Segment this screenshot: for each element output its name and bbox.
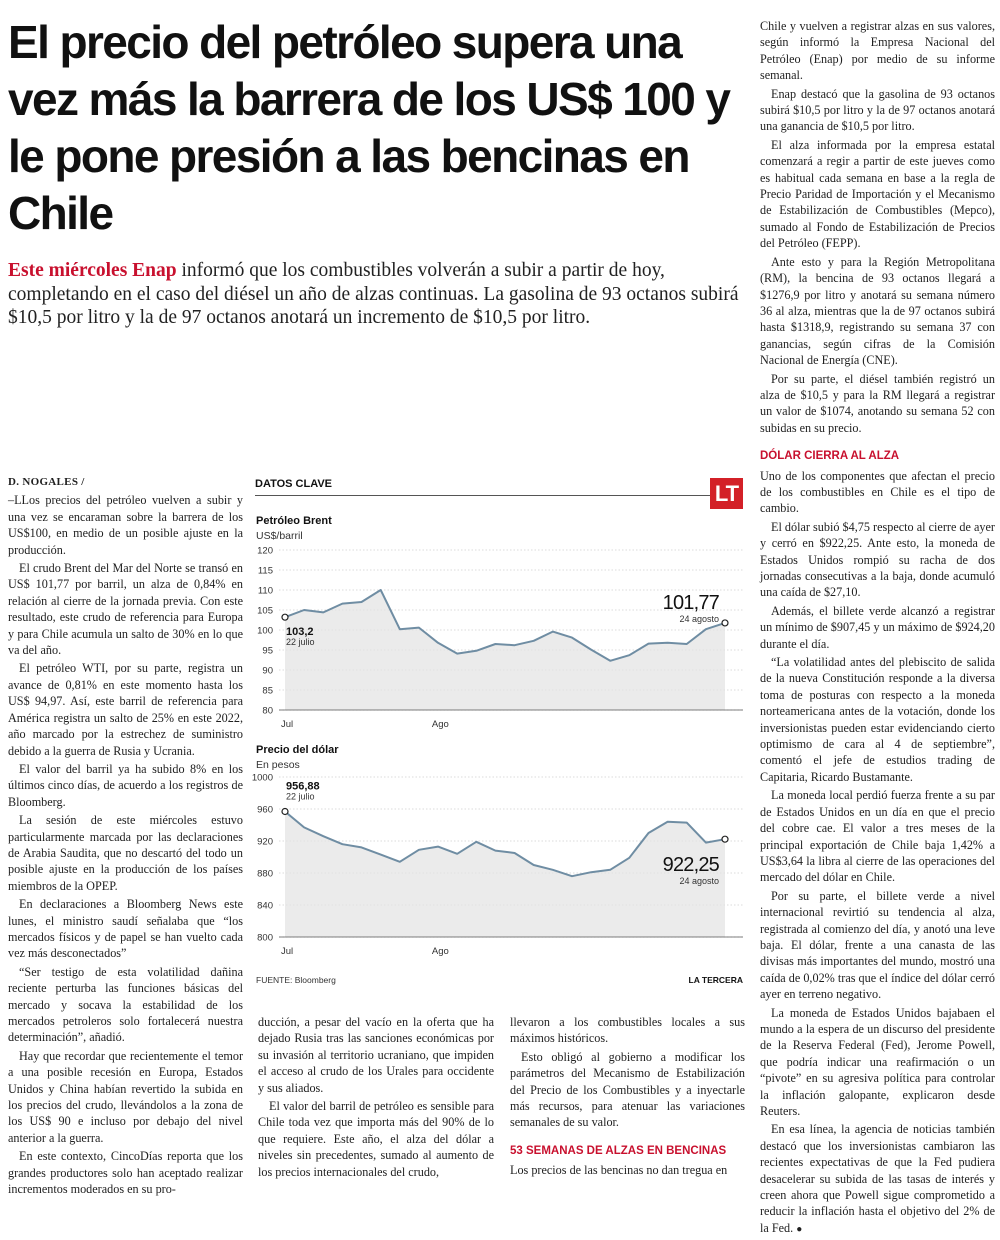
start-date-label: 22 julio xyxy=(286,791,315,802)
end-point xyxy=(722,836,728,842)
start-value-label: 103,2 xyxy=(286,626,314,639)
dollar-chart-title: Precio del dólar xyxy=(256,744,339,756)
y-tick-label: 840 xyxy=(257,900,273,912)
lead-text: informó que los combustibles volverán a subir a partir de hoy, completando en el caso del diésel un año de alzas continuas. La gasolina de 93 octanos subirá $10,5 por litro y la de 97 octanos anotará un incremento de $10,5 por litro. xyxy=(8,260,739,328)
paragraph: “La volatilidad antes del plebiscito de salida de la nueva Constitución responde a la diversa toma de posturas con respecto a la moneda norteamericana antes de la votación, donde los inversionistas pueden estar evidenciando cierto optimismo de cara al 4 de septiembre”, comentó el jefe de estudios trading de Capitaria, Ricardo Bustamante. xyxy=(760,655,995,784)
paragraph: Por su parte, el billete verde a nivel internacional revirtió su tendencia al alza, registrada al comienzo del día, y anotó una leve baja. El dólar, frente a una canasta de las divisas más importantes del mundo, mostró una caída de 0,02% tras que el índice del dólar cerró ayer en terreno negativo. xyxy=(760,888,995,1002)
start-point xyxy=(282,614,288,620)
y-tick-label: 800 xyxy=(257,932,273,944)
y-tick-label: 85 xyxy=(262,685,273,697)
lead-kicker: Este miércoles Enap xyxy=(8,260,177,281)
paragraph: –LLos precios del petróleo vuelven a subir y una vez se encaraman sobre la barrera de los US$100, en medio de un posible ajuste en la producción. xyxy=(8,493,243,557)
dollar-chart-unit: En pesos xyxy=(256,759,300,771)
end-point xyxy=(722,620,728,626)
y-tick-label: 120 xyxy=(257,545,273,557)
x-tick-label: Ago xyxy=(431,946,449,957)
la-tercera-logo: LT xyxy=(710,478,743,509)
x-tick-label: Ago xyxy=(431,719,449,730)
y-tick-label: 110 xyxy=(257,585,273,597)
paragraph: La moneda de Estados Unidos bajabaen el mundo a la espera de un discurso del presidente de la Reserva Federal (Fed), Jerome Powell, que podría indicar una reafirmación o un “pivote” en su agresiva política para controlar la inflación galopante, explicaron desde Reuters. xyxy=(760,1005,995,1118)
graphic-title: DATOS CLAVE xyxy=(255,478,333,490)
y-tick-label: 80 xyxy=(262,705,273,717)
article-column-right xyxy=(760,18,995,1240)
graphic-brand: LA TERCERA xyxy=(688,975,743,985)
y-tick-label: 95 xyxy=(262,645,273,657)
paragraph: Hay que recordar que recientemente el temor a una posible recesión en Europa, Estados Unidos y China habían revertido la subida en los precios del crudo, llevándolos a la zona de los US$ 90 e incluso por debajo del nivel anterior a la guerra. xyxy=(8,1048,243,1145)
y-tick-label: 880 xyxy=(257,868,273,880)
y-tick-label: 1000 xyxy=(251,772,273,784)
y-tick-label: 105 xyxy=(257,605,273,617)
paragraph: Chile y vuelven a registrar alzas en sus valores, según informó la Empresa Nacional del Petróleo (Enap) por medio de su informe semanal. xyxy=(760,19,995,83)
key-data-graphic xyxy=(251,478,743,1018)
y-tick-label: 100 xyxy=(257,625,273,637)
subhead-dollar: DÓLAR CIERRA AL ALZA xyxy=(760,450,900,463)
paragraph: Enap destacó que la gasolina de 93 octanos subirá $10,5 por litro y la de 97 octanos anotará una ganancia de $10,5 por litro. xyxy=(760,86,995,134)
x-tick-label: Jul xyxy=(281,719,294,730)
y-tick-label: 920 xyxy=(257,836,273,848)
y-tick-label: 115 xyxy=(257,565,273,577)
series-area xyxy=(285,812,725,938)
graphic-top-rule xyxy=(255,495,743,496)
paragraph: La sesión de este miércoles estuvo particularmente marcada por las declaraciones de Arabia Saudita, que no descartó del todo un posible ajuste en la producción de los países miembros de la OPEP. xyxy=(8,813,243,893)
y-tick-label: 90 xyxy=(262,665,273,677)
start-value-label: 956,88 xyxy=(286,780,320,793)
paragraph: Uno de los componentes que afectan el precio de los combustibles en Chile es el tipo de cambio. xyxy=(760,468,995,516)
y-tick-label: 960 xyxy=(257,804,273,816)
x-tick-label: Jul xyxy=(281,946,294,957)
paragraph-text: En esa línea, la agencia de noticias también destacó que los inversionistas cambiaron las recientes expectativas de que la Fed pudiera desacelerar su subida de las tasas de interés y creen ahora que Powell sigue comprometido a reducir la inflación hasta el objetivo del 2% de la Fed. xyxy=(760,1122,995,1235)
paragraph: Además, el billete verde alcanzó a registrar un mínimo de $907,45 y un máximo de $924,20 durante el día. xyxy=(760,603,995,651)
paragraph: El valor del barril de petróleo es sensible para Chile toda vez que importa más del 90% de lo que requiere. Este año, el alza del dólar a niveles sin precedentes, sumado al aumento de los precios internacionales del crudo, xyxy=(258,1099,494,1179)
paragraph: ducción, a pesar del vacío en la oferta que ha dejado Rusia tras las sanciones económicas por su invasión al territorio ucraniano, que impiden el acceso al crudo de los Urales para occidente y sus aliados. xyxy=(258,1015,494,1095)
paragraph: En este contexto, CincoDías reporta que los grandes productores solo han aceptado realizar incrementos moderados en su pro- xyxy=(8,1149,243,1197)
paragraph: El alza informada por la empresa estatal comenzará a regir a partir de este jueves como es habitual cada semana en base a la regla de Precio Paridad de Importación y el Mecanismo de Estabilización de Combustibles (Mepco), sumado al Fondo de Estabilización de Precios del Petróleo (FEPP). xyxy=(760,137,995,251)
brent-chart-unit: US$/barril xyxy=(256,530,303,542)
series-area xyxy=(285,590,725,710)
brent-chart-title: Petróleo Brent xyxy=(256,515,332,527)
article-column-left xyxy=(8,474,243,1199)
paragraph: El petróleo WTI, por su parte, registra un avance de 0,81% en este momento hasta los US$ 94,97. Así, este barril de referencia para América registra un salto de 25% en este 2022, año marcado por la estrechez de suministro debido a la guerra de Rusia y Ucrania. xyxy=(8,661,243,758)
start-date-label: 22 julio xyxy=(286,637,315,648)
start-point xyxy=(282,808,288,814)
paragraph: La moneda local perdió fuerza frente a su par de Estados Unidos en un día en que el precio del cobre cae. El valor a tres meses de la principal exportación de Chile baja 1,42% a US$3,64 la libra al cierre de las operaciones del mercado del dólar en Chile. xyxy=(760,788,995,885)
article-column-middle xyxy=(258,1014,494,1182)
graphic-source: FUENTE: Bloomberg xyxy=(256,975,336,985)
paragraph: llevaron a los combustibles locales a sus máximos históricos. xyxy=(510,1015,745,1046)
end-date-label: 24 agosto xyxy=(679,876,719,887)
paragraph: En declaraciones a Bloomberg News este lunes, el ministro saudí señalaba que “los mercados físicos y de papel se han vuelto cada vez más desconectados” xyxy=(8,897,243,961)
paragraph: El dólar subió $4,75 respecto al cierre de ayer y cerró en $922,25. Ante esto, la moneda de Estados Unidos rompió su racha de dos jornadas consecutivas a la baja, donde acumuló una caída de $27,10. xyxy=(760,519,995,600)
end-mark-icon: ● xyxy=(796,1223,803,1235)
paragraph: Los precios de las bencinas no dan tregua en xyxy=(510,1163,728,1178)
article-column-middle-2 xyxy=(510,1014,745,1181)
headline: El precio del petróleo supera una vez más la barrera de los US$ 100 y le pone presión a las bencinas en Chile xyxy=(8,16,730,239)
end-value-label: 922,25 xyxy=(662,854,719,877)
end-date-label: 24 agosto xyxy=(679,613,719,624)
paragraph: “Ser testigo de esta volatilidad dañina reciente perturba las funciones básicas del mercado y socava la estabilidad de los mercados petroleros solo fortalecerá nuestra determinación”, añadió. xyxy=(8,964,243,1045)
paragraph: Por su parte, el diésel también registró un alza de $10,5 y para la RM llegará a registrar un valor de $1074, anotando su semana 52 con subidas en su precio. xyxy=(760,371,995,435)
byline: D. NOGALES / xyxy=(8,476,85,488)
paragraph: El valor del barril ya ha subido 8% en los últimos cinco días, de acuerdo a los registros de Bloomberg. xyxy=(8,761,243,809)
paragraph: Ante esto y para la Región Metropolitana (RM), la bencina de 93 octanos llegará a $1276,9 por litro y anotará su semana número 36 al alza, mientras que la de 97 octanos subirá hasta $1318,9, registrando su semana 37 con ganancias, según cifras de la Comisión Nacional de Energía (CNE). xyxy=(760,254,995,368)
brent-line-chart xyxy=(255,538,743,748)
lead-paragraph xyxy=(8,259,743,330)
paragraph xyxy=(760,1121,995,1238)
paragraph: El crudo Brent del Mar del Norte se transó en US$ 101,77 por barril, un alza de 0,84% en relación al cierre de la jornada previa. Con este resultado, este crudo de referencia para Europa y para Chile acumula un salto de 30% en lo que va del año. xyxy=(8,561,243,658)
paragraph: Esto obligó al gobierno a modificar los parámetros del Mecanismo de Estabilización del Precio de los Combustibles y a inyectarle más recursos, para atenuar las variaciones semanales de su valor. xyxy=(510,1049,745,1130)
subhead-gasoline: 53 SEMANAS DE ALZAS EN BENCINAS xyxy=(510,1144,727,1157)
dollar-line-chart xyxy=(251,767,743,972)
end-value-label: 101,77 xyxy=(662,591,719,614)
